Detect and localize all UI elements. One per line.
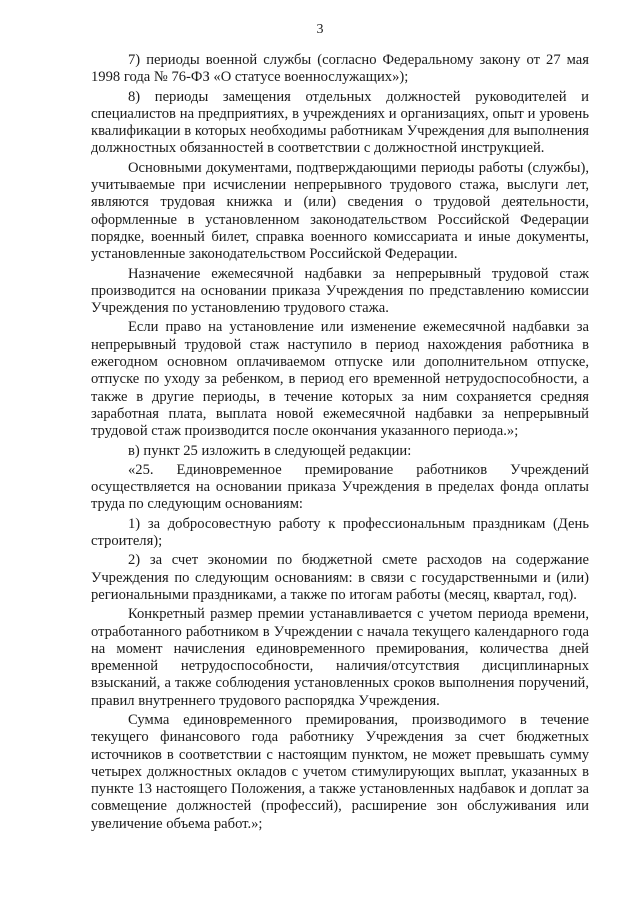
paragraph-allowance-assignment: Назначение ежемесячной надбавки за непрерывный трудовой стаж производится на основании приказа Учреждения по представлению комиссии Учреждения по установлению трудового стажа. <box>91 265 589 317</box>
paragraph-positions-periods: 8) периоды замещения отдельных должностей руководителей и специалистов на предприятиях, в учреждениях и организациях, опыт и уровень квалификации в которых необходимы работникам Учреждения для выполнения должностных обязанностей в соответствии с должностной инструкцией. <box>91 88 589 157</box>
paragraph-item-25: «25. Единовременное премирование работников Учреждений осуществляется на основании приказа Учреждения в пределах фонда оплаты труда по следующим основаниям: <box>91 461 589 513</box>
paragraph-military-service: 7) периоды военной службы (согласно Федеральному закону от 27 мая 1998 года № 76-ФЗ «О статусе военнослужащих»); <box>91 52 589 86</box>
paragraph-bonus-basis-2: 2) за счет экономии по бюджетной смете расходов на содержание Учреждения по следующим основаниям: в связи с государственными и (или) региональными праздниками, а также по итогам работы (месяц, квартал, год). <box>91 552 589 603</box>
paragraph-bonus-basis-1: 1) за добросовестную работу к профессиональным праздникам (День строителя); <box>91 515 589 550</box>
paragraph-bonus-amount: Конкретный размер премии устанавливается с учетом периода времени, отработанного работником в Учреждении с начала текущего календарного года на момент начисления единовременного премирования, количества дней временной нетрудоспособности, наличия/отсутствия дисциплинарных взысканий, а также соблюдения установленных сроков выполнения поручений, правил внутреннего трудового распорядка Учреждения. <box>91 606 589 709</box>
document-body <box>91 52 589 835</box>
paragraph-allowance-change: Если право на установление или изменение ежемесячной надбавки за непрерывный трудовой стаж наступило в период нахождения работника в ежегодном основном оплачиваемом отпуске или дополнительном отпуске, отпуске по уходу за ребенком, в период его временной нетрудоспособности, а также в другие периоды, в течение которых за ним сохраняется средняя заработная плата, выплата новой ежемесячной надбавки за непрерывный трудовой стаж производится после окончания указанного периода.»; <box>91 319 589 440</box>
paragraph-item-25-intro: в) пункт 25 изложить в следующей редакции: <box>128 442 412 459</box>
page-number: 3 <box>316 22 324 37</box>
paragraph-bonus-limit: Сумма единовременного премирования, производимого в течение текущего финансового года работнику Учреждения за счет бюджетных источников в соответствии с настоящим пунктом, не может превышать сумму четырех должностных окладов с учетом стимулирующих выплат, указанных в пункте 13 настоящего Положения, а также установленных надбавок и доплат за совмещение должностей (профессий), расширение зон обслуживания или увеличение объема работ.»; <box>91 711 589 832</box>
paragraph-main-documents: Основными документами, подтверждающими периоды работы (службы), учитываемые при исчислении непрерывного трудового стажа, выслуги лет, являются трудовая книжка и (или) сведения о трудовой деятельности, оформленные в установленном законодательством Российской Федерации порядке, военный билет, справка военного комиссариата и иные документы, установленные законодательством Российской Федерации. <box>91 159 589 263</box>
